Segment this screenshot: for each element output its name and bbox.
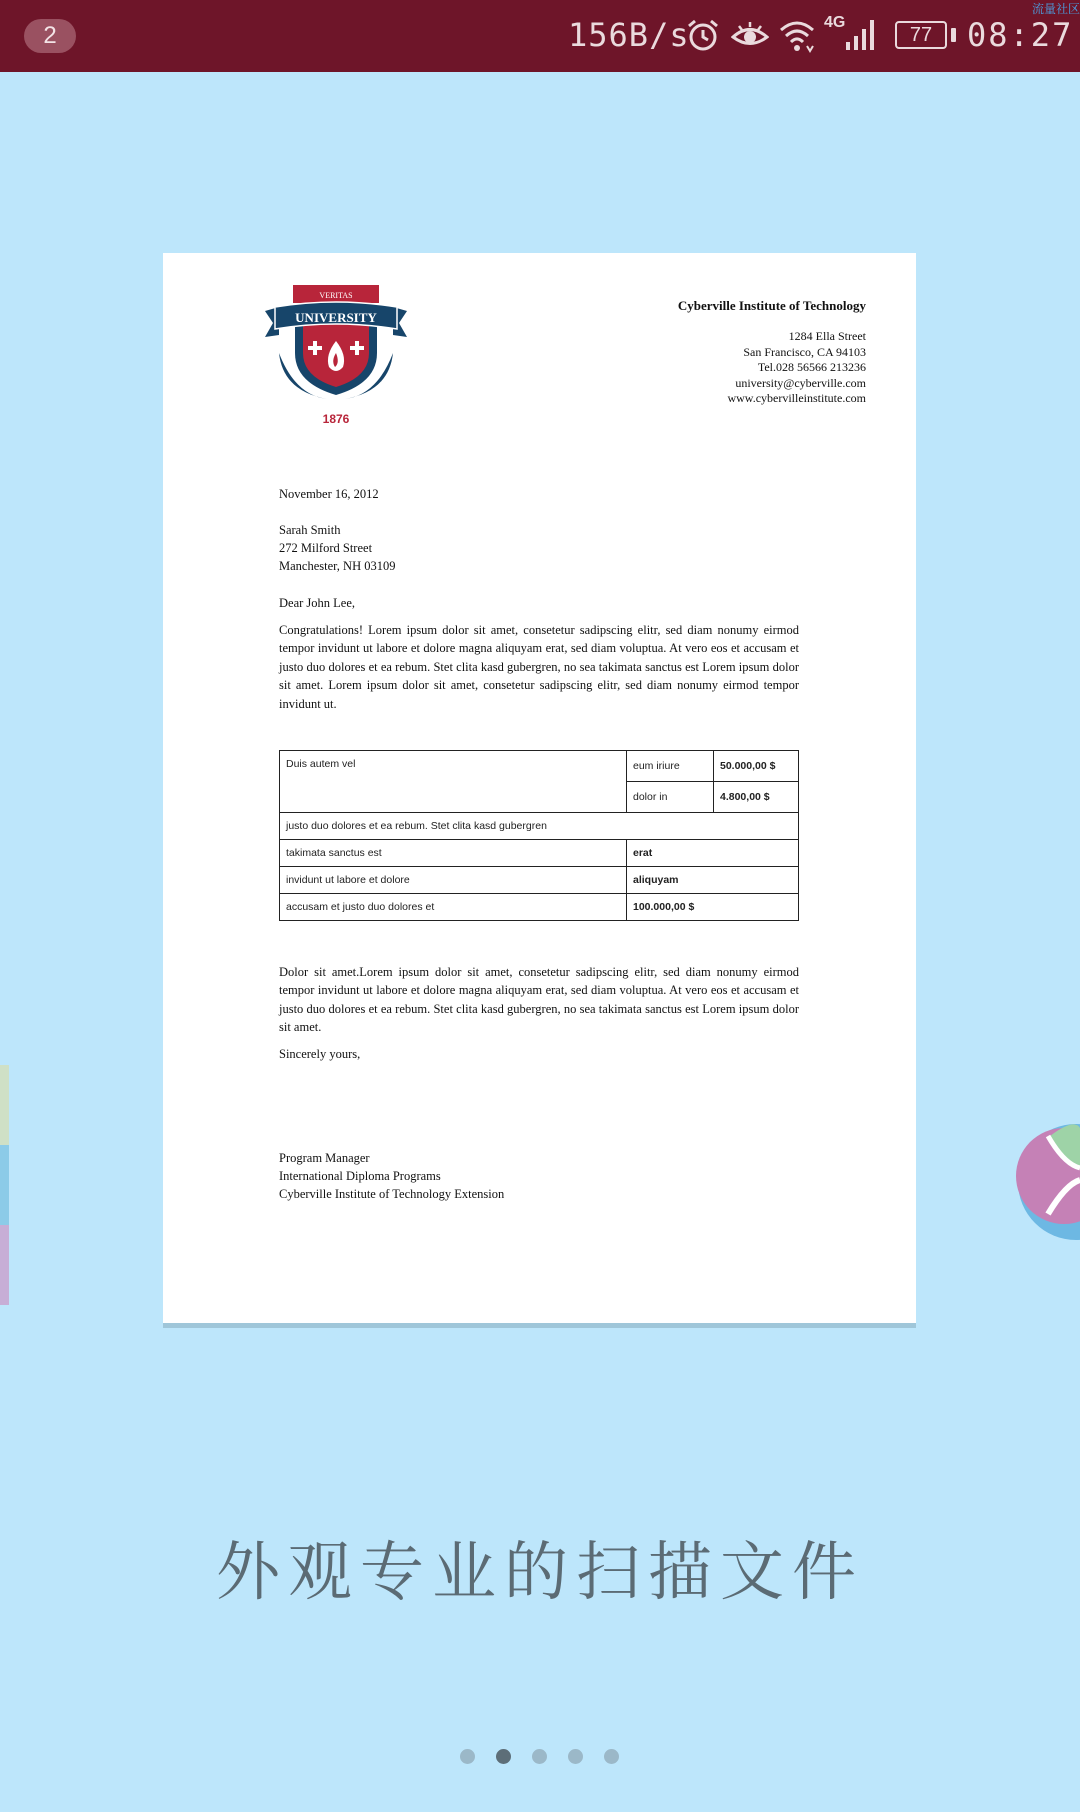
battery-tip (951, 28, 956, 42)
alarm-icon (686, 18, 720, 52)
signal-icon (844, 16, 880, 52)
table-row (280, 813, 799, 840)
scanned-document[interactable] (163, 253, 916, 1323)
address-line: 1284 Ella Street (788, 329, 866, 343)
table-cell: erat (627, 840, 799, 867)
corner-label: 流量社区 (1031, 2, 1080, 16)
logo-ribbon-text: VERITAS (319, 291, 353, 300)
network-type: 4G (824, 14, 846, 31)
table-cell: eum iriure (627, 751, 714, 782)
table-cell: dolor in (627, 782, 714, 813)
notification-count-badge[interactable]: 2 (24, 19, 76, 53)
status-bar (0, 0, 1080, 72)
logo-banner-text: UNIVERSITY (295, 310, 377, 325)
address-line: university@cyberville.com (735, 375, 866, 390)
letter-date: November 16, 2012 (279, 487, 379, 501)
recipient-name: Sarah Smith (279, 523, 341, 537)
institute-address (727, 329, 866, 407)
address-line: Tel.028 56566 213236 (757, 360, 866, 374)
side-strip-green (0, 1065, 9, 1145)
table-row (280, 751, 799, 782)
table-cell: takimata sanctus est (280, 840, 627, 867)
signature-organization: Cyberville Institute of Technology Extension (279, 1187, 505, 1201)
table-row (280, 867, 799, 894)
side-strip-blue (0, 1145, 9, 1225)
table-cell: 50.000,00 $ (714, 751, 799, 782)
body-paragraph-2: Dolor sit amet.Lorem ipsum dolor sit amet, consetetur sadipscing elitr, sed diam nonumy eirmod tempor invidunt ut labore et dolore magna aliquyam erat, sed diam voluptua. At vero eos et accusam et justo duo dolores et ea rebum. Stet clita kasd gubergren, no sea takimata sanctus est Lorem ipsum dolor sit amet. (279, 965, 799, 1035)
table-cell: justo duo dolores et ea rebum. Stet clita kasd gubergren (280, 813, 799, 840)
table-row (280, 840, 799, 867)
body-paragraph-1: Congratulations! Lorem ipsum dolor sit amet, consetetur sadipscing elitr, sed diam nonumy eirmod tempor invidunt ut labore et dolore magna aliquyam erat, sed diam voluptua. At vero eos et accusam et justo duo dolores et ea rebum. Stet clita kasd gubergren, no sea takimata sanctus est Lorem ipsum dolor sit amet. Lorem ipsum dolor sit amet, consetetur sadipscing elitr, sed diam nonumy eirmod tempor invidunt ut. (279, 623, 799, 711)
salutation: Dear John Lee, (279, 596, 356, 610)
table-cell: accusam et justo duo dolores et (280, 894, 627, 921)
pager-dot[interactable] (604, 1749, 619, 1764)
table-cell: Duis autem vel (280, 751, 627, 813)
signature-title: Program Manager (279, 1151, 370, 1165)
table-cell: 100.000,00 $ (627, 894, 799, 921)
network-speed: 156B/s (568, 16, 690, 54)
cost-table (279, 750, 799, 921)
table-row (280, 894, 799, 921)
recipient-city: Manchester, NH 03109 (279, 559, 396, 573)
recipient-street: 272 Milford Street (279, 541, 373, 555)
pager-dot-active[interactable] (496, 1749, 511, 1764)
pager-dot[interactable] (460, 1749, 475, 1764)
wifi-icon (777, 18, 817, 54)
eye-icon (731, 18, 769, 52)
feature-caption: 外观专业的扫描文件 (216, 1536, 864, 1610)
table-cell: aliquyam (627, 867, 799, 894)
battery-icon: 77 (895, 21, 947, 49)
pager-dot[interactable] (568, 1749, 583, 1764)
color-ball-icon[interactable] (1008, 1124, 1080, 1240)
pager-dot[interactable] (532, 1749, 547, 1764)
table-cell: invidunt ut labore et dolore (280, 867, 627, 894)
signature-department: International Diploma Programs (279, 1169, 441, 1183)
table-cell: 4.800,00 $ (714, 782, 799, 813)
address-line: www.cybervilleinstitute.com (727, 391, 866, 405)
institute-name: Cyberville Institute of Technology (677, 298, 866, 313)
side-strip-purple (0, 1225, 9, 1305)
clock: 08:27 (967, 16, 1074, 54)
closing: Sincerely yours, (279, 1047, 361, 1061)
address-line: San Francisco, CA 94103 (743, 344, 866, 359)
logo-year: 1876 (322, 412, 350, 426)
university-logo (265, 283, 407, 433)
